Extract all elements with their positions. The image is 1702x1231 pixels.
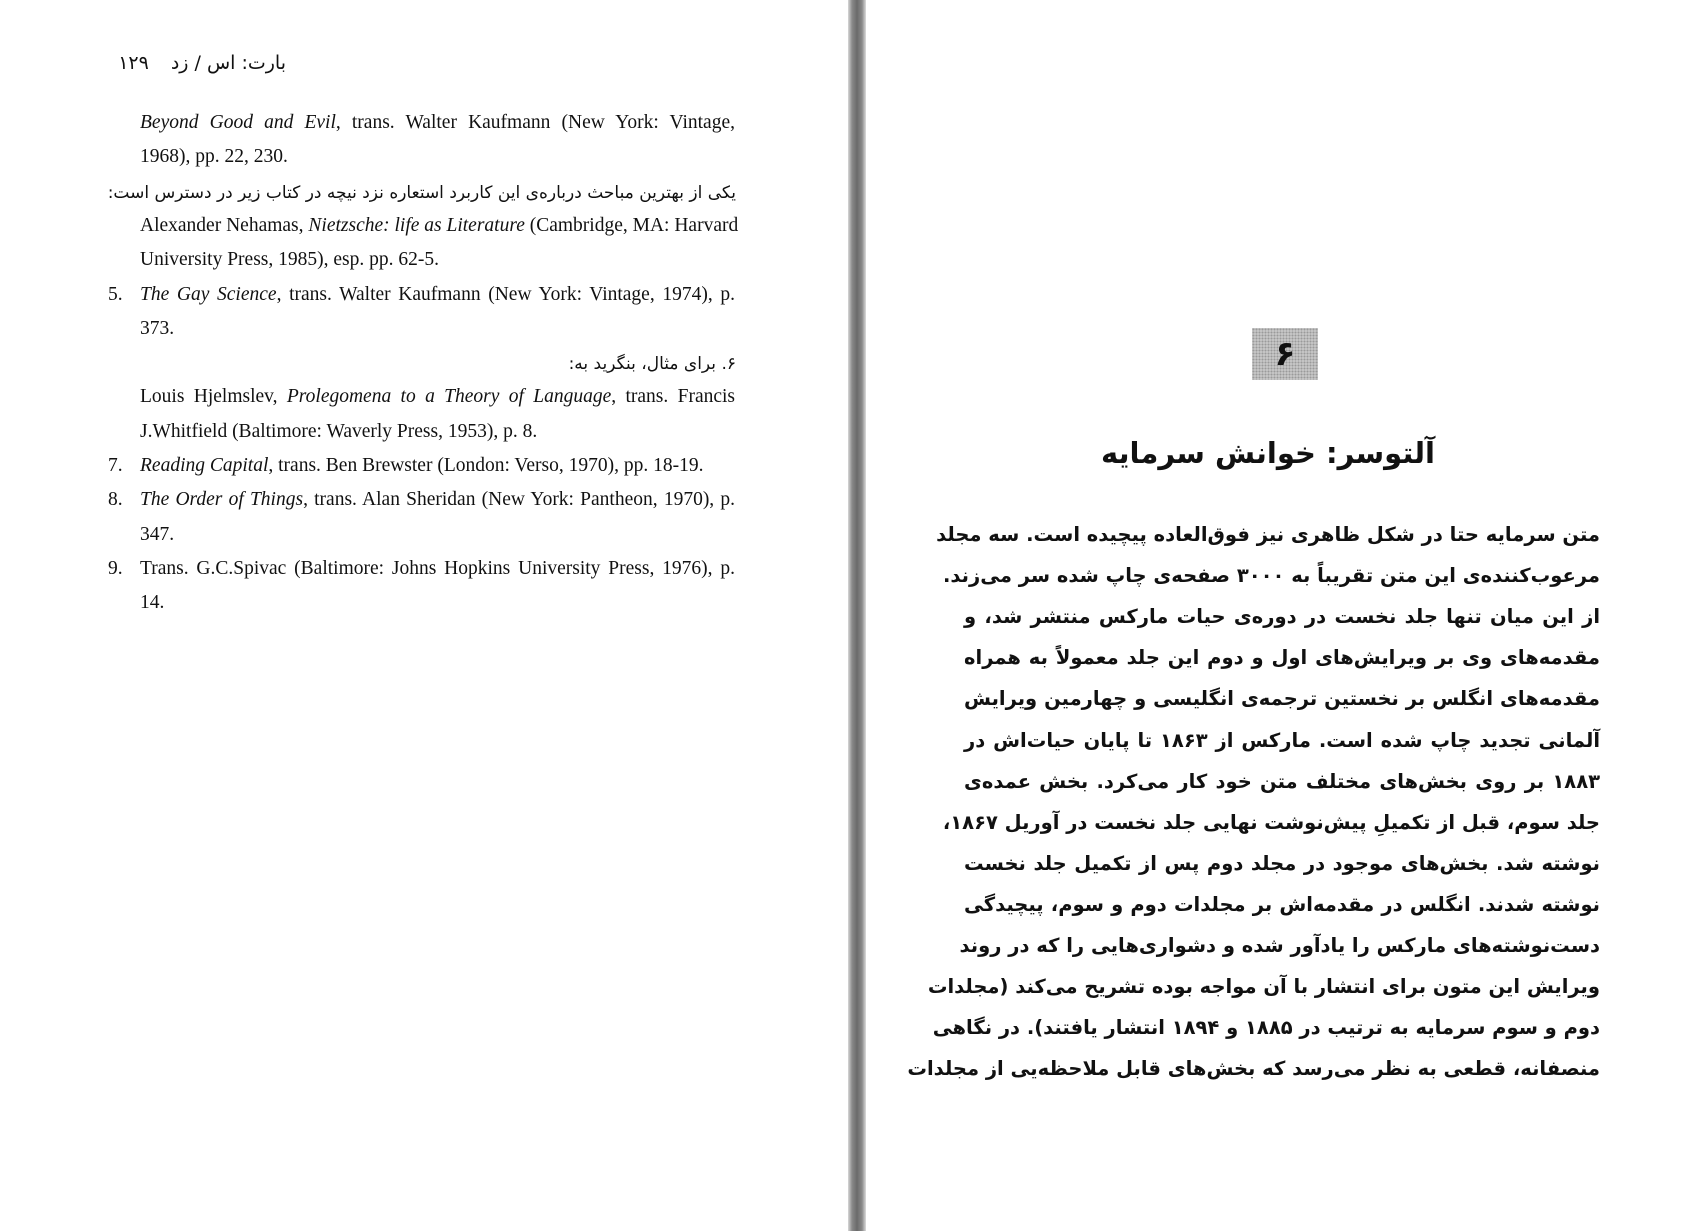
endnote-line — [140, 592, 164, 614]
endnote-work-title: The Order of Things — [140, 489, 304, 511]
body-text-line: دوم و سوم سرمایه به ترتیب در ۱۸۸۵ و ۱۸۹۴ انتشار یافتند). در نگاهی — [932, 1016, 1600, 1040]
endnote-work-title: Reading Capital — [140, 455, 269, 476]
endnote-line — [140, 386, 735, 408]
endnote-persian-line: ۶. برای مثال، بنگرید به: — [568, 354, 736, 375]
endnote-line — [140, 214, 739, 237]
endnote-text: (Cambridge, MA: Harvard — [524, 214, 739, 236]
endnote-work-title: Beyond Good and Evil — [140, 112, 336, 133]
body-text-line: نوشته شد. بخش‌های موجود در مجلد دوم پس از تکمیل جلد نخست — [964, 851, 1600, 875]
body-text-line: از این میان تنها جلد نخست در دوره‌ی حیات مارکس منتشر شد، و — [964, 605, 1600, 629]
body-text-line: ویرایش این متون برای انتشار با آن مواجه بوده تشریح می‌کند (مجلدات — [927, 975, 1600, 999]
endnote-text: Louis Hjelmslev, — [140, 386, 287, 408]
endnote-text: , trans. Walter Kaufmann (New York: Vintage, 1974), p. — [276, 283, 735, 305]
endnote-work-title: Nietzsche: life as Literature — [308, 214, 525, 236]
body-text-line: دست‌نوشته‌های مارکس را یادآور شده و دشواری‌هایی را که در روند — [959, 934, 1600, 957]
endnote-number: 9. — [108, 557, 123, 579]
endnote-text: 373. — [140, 317, 175, 339]
endnote-line — [140, 489, 735, 511]
endnote-text: J.Whitfield (Baltimore: Waverly Press, 1953), p. 8. — [140, 420, 538, 442]
endnote-line — [140, 455, 703, 477]
endnote-text: 347. — [140, 523, 175, 545]
endnote-line — [140, 421, 537, 443]
endnote-line — [140, 284, 735, 306]
body-text-line: جلد سوم، قبل از تکمیلِ پیش‌نوشت نهایی جلد نخست در آوریل ۱۸۶۷، — [942, 810, 1600, 834]
endnote-line — [140, 318, 174, 340]
left-page — [0, 0, 848, 1231]
body-text-line: مقدمه‌های انگلس بر نخستین ترجمه‌ی انگلیسی و چهارمین ویرایش — [964, 687, 1600, 711]
chapter-title: آلتوسر: خوانش سرمایه — [1101, 436, 1435, 470]
book-gutter — [848, 0, 866, 1231]
endnote-line — [140, 112, 735, 134]
endnote-line — [140, 524, 174, 546]
endnote-text: Alexander Nehamas, — [140, 214, 309, 236]
endnote-line — [140, 249, 439, 271]
running-head-title: بارت: اس / زد — [170, 52, 286, 74]
endnote-text: , trans. Ben Brewster (London: Verso, 1970), pp. 18-19. — [268, 455, 704, 476]
body-text-line: مقدمه‌های وی بر ویرایش‌های اول و دوم این جلد معمولاً به همراه — [964, 646, 1600, 670]
endnote-number: 5. — [108, 283, 123, 305]
endnote-number: 8. — [108, 489, 123, 511]
endnote-line — [140, 558, 735, 580]
endnote-persian-line: یکی از بهترین مباحث درباره‌ی این کاربرد استعاره نزد نیچه در کتاب زیر در دسترس است: — [107, 182, 736, 203]
endnote-work-title: The Gay Science — [140, 283, 277, 305]
body-text-line: نوشته شدند. انگلس در مقدمه‌اش بر مجلدات دوم و سوم، پیچیدگی — [964, 892, 1600, 916]
running-head — [118, 52, 286, 74]
body-text-line: آلمانی تجدید چاپ شده است. مارکس از ۱۸۶۳ تا پایان حیات‌اش در — [964, 728, 1600, 752]
endnote-text: 14. — [140, 592, 165, 614]
endnote-text: University Press, 1985), esp. pp. 62-5. — [140, 249, 439, 271]
page-number: ۱۲۹ — [118, 52, 149, 74]
body-text-line: مرعوب‌کننده‌ی این متن تقریباً به ۳۰۰۰ صفحه‌ی چاپ شده سر می‌زند. — [942, 564, 1600, 588]
endnote-text: 1968), pp. 22, 230. — [140, 146, 288, 168]
endnote-text: , trans. Alan Sheridan (New York: Pantheon, 1970), p. — [303, 489, 736, 511]
chapter-number: ۶ — [1274, 334, 1296, 374]
body-text-line: منصفانه، قطعی به نظر می‌رسد که بخش‌های قابل ملاحظه‌یی از مجلدات — [907, 1057, 1600, 1081]
endnote-text: , trans. Francis — [611, 386, 736, 408]
endnote-line — [140, 146, 288, 168]
chapter-number-box — [1252, 328, 1318, 380]
endnote-number: 7. — [108, 455, 123, 476]
endnote-text: Trans. G.C.Spivac (Baltimore: Johns Hopkins University Press, 1976), p. — [140, 557, 735, 579]
endnote-text: , trans. Walter Kaufmann (New York: Vintage, — [335, 112, 735, 133]
body-text-line: ۱۸۸۳ بر روی بخش‌های مختلف متن خود کار می‌کرد. بخش عمده‌ی — [964, 769, 1600, 793]
endnote-work-title: Prolegomena to a Theory of Language — [286, 386, 612, 408]
body-text-line: متن سرمایه حتا در شکل ظاهری نیز فوق‌العاده پیچیده است. سه مجلد — [936, 523, 1600, 546]
